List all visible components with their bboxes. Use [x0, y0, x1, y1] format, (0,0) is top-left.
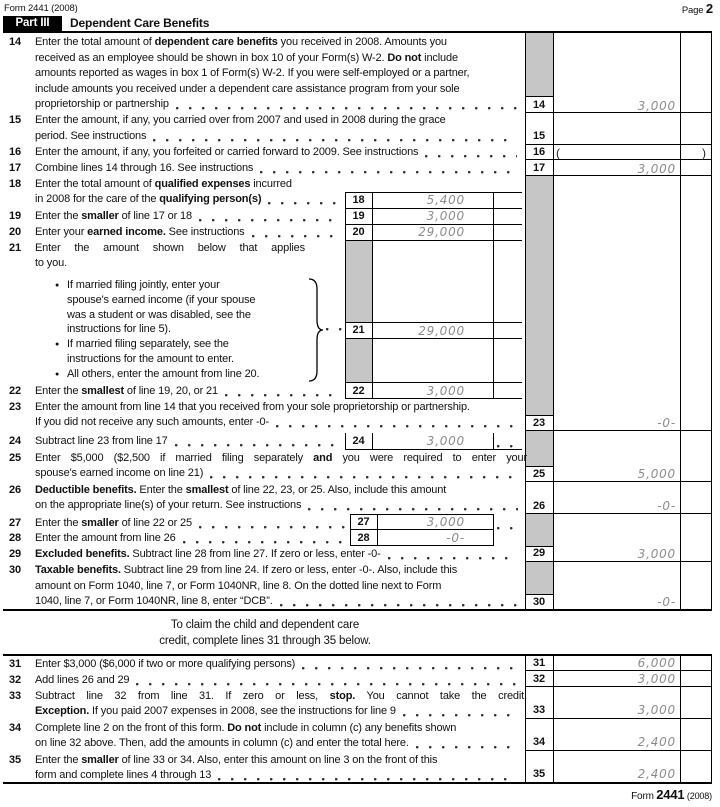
- line-20-text: Enter your earned income. See instructions: [35, 225, 343, 240]
- line-34-text: Complete line 2 on the front of this form. Do not include in column (c) any benefits shown: [35, 722, 457, 734]
- line-24-amount[interactable]: 3,000: [426, 434, 465, 448]
- dot-leader: [497, 445, 519, 448]
- line-14-text: Enter the total amount of dependent care benefits you received in 2008. Amounts you received as an employee should be shown in box 10 of your Form(s) W-2. Do not include amounts reported as wages in box 1 of Form(s) W-2. If you were self-employed or a partner, include amounts you received under a dependent care assistance program from your sole: [35, 36, 470, 95]
- part-title: Dependent Care Benefits: [70, 16, 210, 30]
- page-word: Page: [681, 5, 704, 16]
- box-number-30: 30: [533, 596, 545, 608]
- line-15-text-last: period. See instructions: [35, 129, 520, 144]
- line-34-text-last: on line 32 above. Then, add the amounts in column (c) and enter the total here.: [35, 736, 520, 751]
- grid-rule: [711, 31, 712, 610]
- dot-leader: [199, 526, 345, 529]
- line-22-amount[interactable]: 3,000: [426, 384, 465, 398]
- dot-leader: [199, 219, 340, 222]
- line-20-amount[interactable]: 29,000: [418, 225, 465, 239]
- box-number-34: 34: [533, 736, 545, 748]
- line-16-text: Enter the amount, if any, you forfeited or carried forward to 2009. See instructions: [35, 145, 520, 160]
- grid-rule: [345, 449, 522, 450]
- box-number-15: 15: [533, 130, 545, 142]
- dot-leader: [260, 171, 517, 174]
- line-14-number: 14: [9, 36, 21, 48]
- line-18-text-last: in 2008 for the care of the qualifying person(s): [35, 192, 343, 207]
- dot-leader: [425, 155, 517, 158]
- line-14-text-last: proprietorship or partnership: [35, 97, 520, 112]
- grid-rule: [680, 31, 681, 610]
- brace: [306, 278, 324, 385]
- line-23-text: Enter the amount from line 14 that you received from your sole proprietorship or partnership.: [35, 401, 470, 413]
- grid-rule: [493, 433, 494, 450]
- grid-rule: [493, 514, 494, 546]
- line-17-text: Combine lines 14 through 16. See instructions: [35, 161, 520, 176]
- box-number-24: 24: [352, 435, 365, 447]
- box-number-16: 16: [533, 146, 545, 158]
- box-number-26: 26: [533, 500, 545, 512]
- line-28-number: 28: [9, 532, 21, 544]
- grid-rule: [553, 31, 554, 610]
- dot-leader: [175, 444, 338, 447]
- line-30-text-last: 1040, line 7, or Form 1040NR, line 8, enter “DCB”.: [35, 594, 520, 609]
- line-27-amount[interactable]: 3,000: [426, 515, 465, 529]
- dot-leader: [268, 202, 340, 205]
- box-number-32: 32: [533, 673, 545, 685]
- line-22-text: Enter the smallest of line 19, 20, or 21: [35, 384, 343, 399]
- line-24-number: 24: [9, 435, 21, 447]
- line-23-amount[interactable]: -0-: [657, 416, 676, 430]
- dot-leader: [153, 139, 517, 142]
- line-20-number: 20: [9, 226, 21, 238]
- line-21-amount[interactable]: 29,000: [418, 324, 465, 338]
- shaded-strip: [345, 241, 372, 322]
- line-18-amount[interactable]: 5,400: [426, 193, 465, 207]
- box-number-31: 31: [533, 657, 545, 669]
- line-30-text: Taxable benefits. Subtract line 29 from line 24. If zero or less, enter -0-. Also, include this amount on Form 1040, line 7, or Form 1040NR, line 8. On the dotted line next to Form: [35, 564, 458, 592]
- shaded-strip: [525, 514, 553, 546]
- line-35-text: Enter the smaller of line 33 or 34. Also, enter this amount on line 3 on the front of this: [35, 754, 438, 766]
- box-number-18: 18: [352, 194, 365, 206]
- box-number-29: 29: [533, 547, 545, 559]
- line-26-amount[interactable]: -0-: [657, 499, 676, 513]
- line-29-amount[interactable]: 3,000: [637, 547, 676, 561]
- box-number-22: 22: [352, 385, 365, 397]
- line-17-number: 17: [9, 162, 21, 174]
- line-26-number: 26: [9, 484, 21, 496]
- line-32-number: 32: [9, 674, 21, 686]
- line-25-number: 25: [9, 452, 21, 464]
- line-19-number: 19: [9, 210, 21, 222]
- dot-leader: [416, 746, 517, 749]
- dot-leader: [497, 527, 519, 530]
- line-21-text: Enter the amount shown below that applies: [35, 242, 305, 254]
- grid-rule: [3, 31, 712, 33]
- shaded-strip: [345, 339, 372, 382]
- dot-leader: [280, 604, 517, 607]
- line-21-text-2: to you.: [35, 257, 67, 269]
- line-33-text-last: Exception. If you paid 2007 expenses in 2008, see the instructions for line 9: [35, 704, 520, 719]
- page-indicator: [682, 1, 713, 16]
- grid-rule: [525, 159, 712, 160]
- grid-rule: [525, 750, 712, 751]
- dot-leader: [302, 667, 517, 670]
- box-number-14: 14: [533, 99, 545, 111]
- line-29-number: 29: [9, 548, 21, 560]
- bullet-icon: ●: [55, 282, 60, 289]
- line-23-text-last: If you did not receive any such amounts, enter -0-: [35, 415, 521, 430]
- box-number-28: 28: [357, 532, 370, 544]
- line-21-bullet-list: [55, 278, 307, 383]
- box-number-23: 23: [533, 417, 545, 429]
- line-16-paren-close: ): [702, 146, 706, 160]
- dot-leader: [276, 425, 518, 428]
- line-26-text: Deductible benefits. Enter the smallest of line 22, 23, or 25. Also, include this amount: [35, 484, 447, 496]
- page-number: 2: [705, 1, 713, 16]
- line-21-number: 21: [9, 242, 21, 254]
- bullet-item: ● All others, enter the amount from line 20.: [55, 367, 307, 383]
- box-number-27: 27: [357, 516, 370, 528]
- line-31-amount[interactable]: 6,000: [637, 656, 676, 670]
- bullet-icon: ●: [55, 370, 60, 378]
- line-16-paren-open: (: [556, 146, 560, 160]
- line-30-number: 30: [9, 564, 21, 576]
- dot-leader: [388, 557, 518, 560]
- shaded-strip: [525, 431, 553, 466]
- dot-leader: [136, 683, 517, 686]
- dot-leader: [218, 778, 517, 781]
- box-number-35: 35: [533, 768, 545, 780]
- line-23-number: 23: [9, 401, 21, 413]
- footer-form-year: (2008): [686, 791, 712, 801]
- shaded-strip: [525, 176, 553, 415]
- part-label: Part III: [3, 16, 62, 31]
- dot-leader: [308, 508, 518, 511]
- grid-rule: [345, 240, 522, 241]
- dot-leader: [210, 476, 517, 479]
- line-32-text: Add lines 26 and 29: [35, 673, 520, 688]
- form-id-header: Form 2441 (2008): [4, 3, 78, 14]
- line-27-text: Enter the smaller of line 22 or 25: [35, 516, 348, 531]
- line-16-number: 16: [9, 146, 21, 158]
- footer-form-word: Form: [631, 791, 654, 802]
- line-33-number: 33: [9, 690, 21, 702]
- dot-leader: [183, 541, 345, 544]
- dot-leader: [176, 107, 517, 110]
- shaded-strip: [525, 33, 553, 96]
- line-25-amount[interactable]: 5,000: [637, 467, 676, 481]
- grid-rule: [525, 144, 712, 145]
- line-28-amount[interactable]: -0-: [446, 531, 465, 545]
- line-22-number: 22: [9, 385, 21, 397]
- line-28-text: Enter the amount from line 26: [35, 531, 348, 546]
- line-29-text: Excluded benefits. Subtract line 28 from line 27. If zero or less, enter -0-: [35, 547, 521, 562]
- box-number-19: 19: [352, 210, 365, 222]
- grid-rule: [345, 382, 522, 383]
- line-32-amount[interactable]: 3,000: [637, 672, 676, 686]
- line-34-amount[interactable]: 2,400: [637, 735, 676, 749]
- line-18-text: Enter the total amount of qualified expenses incurred: [35, 178, 292, 190]
- bullet-icon: ●: [55, 341, 60, 349]
- line-15-text: Enter the amount, if any, you carried over from 2007 and used in 2008 during the grace: [35, 114, 446, 126]
- line-31-number: 31: [9, 658, 21, 670]
- footer-form-number: 2441: [656, 787, 685, 802]
- line-18-number: 18: [9, 178, 21, 190]
- shaded-strip: [525, 562, 553, 594]
- line-17-amount[interactable]: 3,000: [637, 162, 676, 176]
- box-number-21: 21: [352, 324, 365, 336]
- dot-leader: [326, 328, 344, 331]
- line-19-amount[interactable]: 3,000: [426, 209, 465, 223]
- box-number-25: 25: [533, 468, 545, 480]
- dot-leader: [403, 714, 517, 717]
- line-26-text-last: on the appropriate line(s) of your return. See instructions: [35, 498, 521, 513]
- box-number-17: 17: [533, 162, 545, 174]
- line-25-text-last: spouse's earned income on line 21): [35, 466, 520, 481]
- box-number-20: 20: [352, 226, 365, 238]
- line-33-text: Subtract line 32 from line 31. If zero or less, stop. You cannot take the credit.: [35, 690, 527, 702]
- interlude-note: To claim the child and dependent care credit, complete lines 31 through 35 below.: [159, 619, 371, 647]
- line-19-text: Enter the smaller of line 17 or 18: [35, 209, 343, 224]
- line-35-text-last: form and complete lines 4 through 13: [35, 768, 520, 783]
- line-33-amount[interactable]: 3,000: [637, 703, 676, 717]
- line-24-text: Subtract line 23 from line 17: [35, 434, 341, 449]
- line-15-number: 15: [9, 114, 21, 126]
- line-14-amount[interactable]: 3,000: [637, 99, 676, 113]
- bullet-item: ● If married filing separately, see the instructions for the amount to enter.: [55, 338, 234, 365]
- line-30-amount[interactable]: -0-: [657, 595, 676, 609]
- form-id-footer: [631, 787, 712, 802]
- grid-rule: [525, 96, 553, 97]
- line-31-text: Enter $3,000 ($6,000 if two or more qualifying persons): [35, 657, 520, 672]
- box-number-33: 33: [533, 704, 545, 716]
- line-34-number: 34: [9, 722, 21, 734]
- line-27-number: 27: [9, 517, 21, 529]
- dot-leader: [225, 394, 340, 397]
- grid-rule: [525, 718, 712, 719]
- bullet-item: ● If married filing jointly, enter your spouse's earned income (if your spouse was a student or was disabled, see the instructions for line 5).: [55, 279, 256, 336]
- dot-leader: [252, 235, 340, 238]
- line-35-amount[interactable]: 2,400: [637, 767, 676, 781]
- line-35-number: 35: [9, 754, 21, 766]
- line-25-text: Enter $5,000 ($2,500 if married filing separately and you were required to enter your: [35, 452, 527, 464]
